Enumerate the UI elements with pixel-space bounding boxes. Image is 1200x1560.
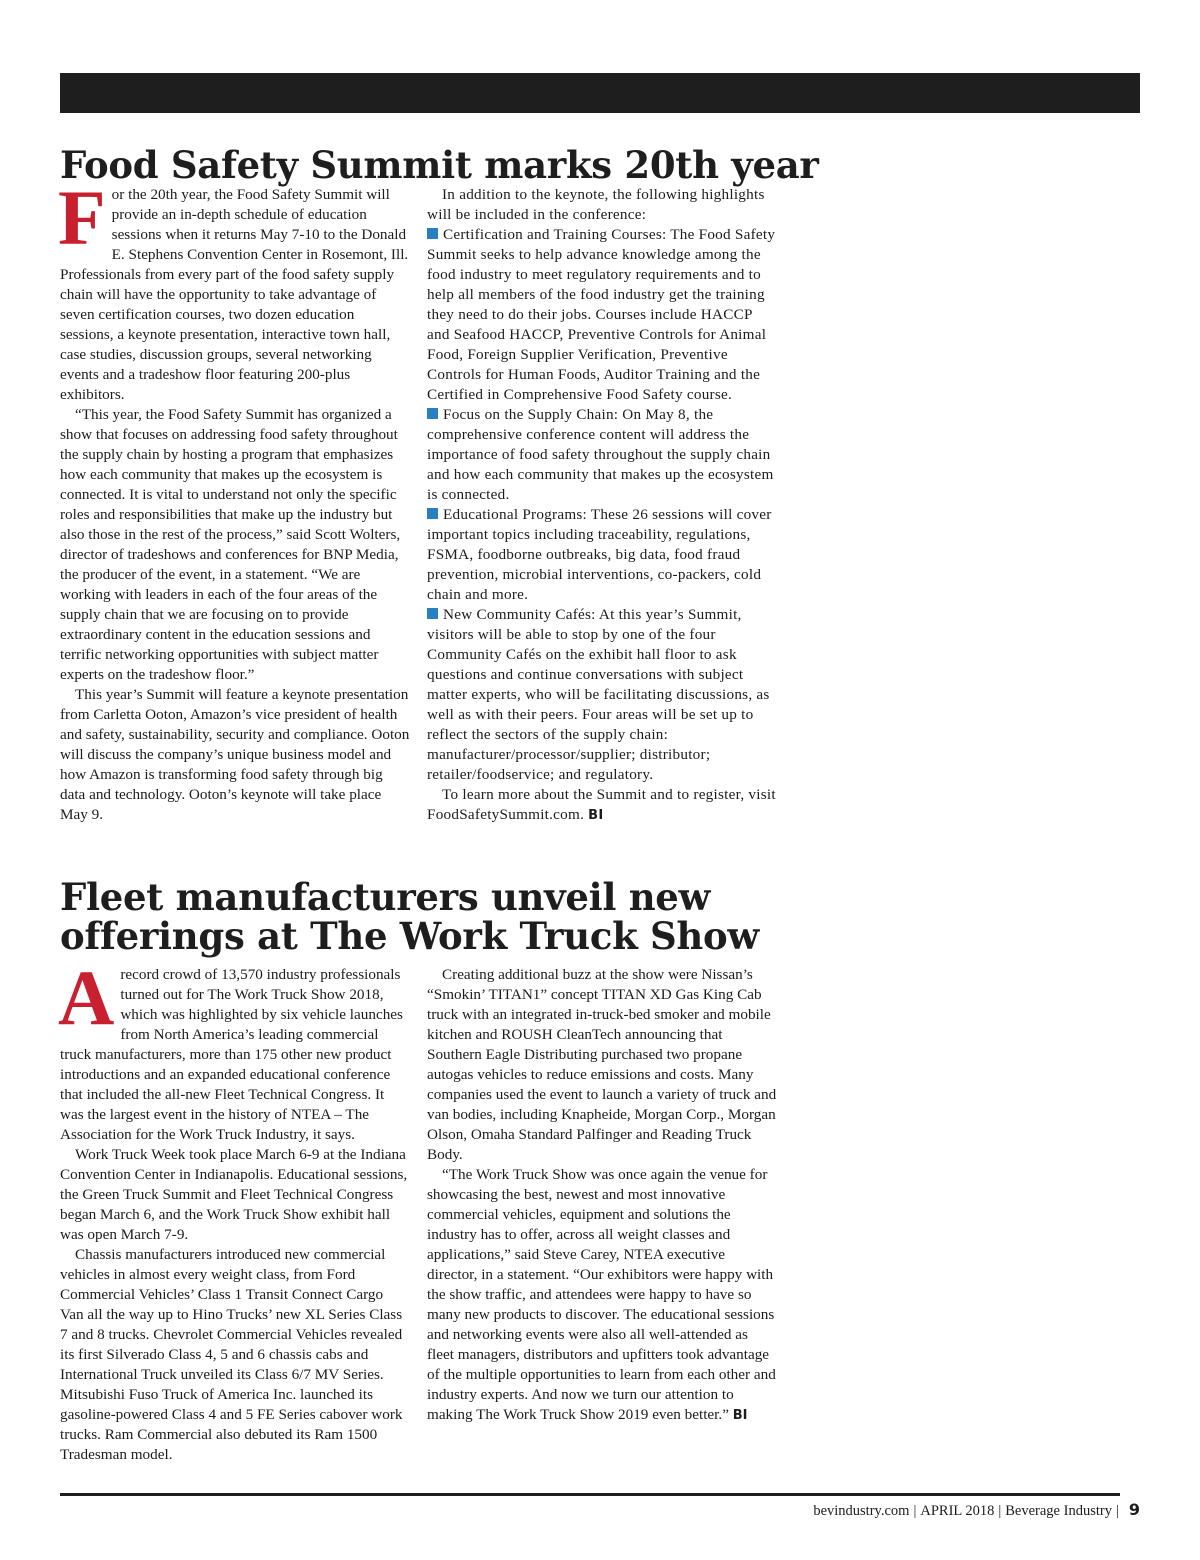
- bullet-item: New Community Cafés: At this year’s Summit, visitors will be able to stop by one of the four Community Cafés on the exhibit hall floor to ask questions and continue conversations with subject matter experts, who will be facilitating discussions, as well as with their peers. Four areas will be set up to reflect the sectors of the supply chain: manufacturer/processor/supplier; distributor; retailer/foodservice; and regulatory.: [427, 606, 770, 783]
- square-bullet-icon: [427, 508, 438, 519]
- paragraph: To learn more about the Summit and to register, visit FoodSafetySummit.com. BI: [427, 786, 776, 823]
- square-bullet-icon: [427, 408, 438, 419]
- end-mark: BI: [588, 808, 604, 823]
- header-bar: [60, 73, 1140, 113]
- bullet-item: Certification and Training Courses: The Food Safety Summit seeks to help advance knowledge among the food industry to meet regulatory requirements and to help all members of the food industry get the training they need to do their jobs. Courses include HACCP and Seafood HACCP, Preventive Controls for Animal Food, Foreign Supplier Verification, Preventive Controls for Human Foods, Auditor Training and the Certified in Comprehensive Food Safety course.: [427, 226, 776, 403]
- paragraph: “The Work Truck Show was once again the venue for showcasing the best, newest and most innovative commercial vehicles, equipment and solutions the industry has to offer, across all weight classes and applications,” said Steve Carey, NTEA executive director, in a statement. “Our exhibitors were happy with the show traffic, and attendees were happy to have so many new products to discover. The educational sessions and networking events were also all well-attended as fleet managers, distributors and upfitters took advantage of the multiple opportunities to learn from each other and industry experts. And now we turn our attention to making The Work Truck Show 2019 even better.” BI: [427, 1166, 776, 1423]
- square-bullet-icon: [427, 608, 438, 619]
- drop-cap: A: [58, 954, 115, 1041]
- footer-publication: Beverage Industry: [1005, 1503, 1112, 1519]
- article-headline: Fleet manufacturers unveil new offerings at The Work Truck Show: [60, 875, 759, 958]
- paragraph: [58, 174, 410, 405]
- article-column-right: [427, 185, 777, 826]
- paragraph: Creating additional buzz at the show were Nissan’s “Smokin’ TITAN1” concept TITAN XD Gas King Cab truck with an integrated in-truck-bed smoker and mobile kitchen and ROUSH CleanTech announcing that Southern Eagle Distributing purchased two propane autogas vehicles to reduce emissions and costs. Many companies used the event to launch a variety of truck and van bodies, including Knapheide, Morgan Corp., Morgan Olson, Omaha Standard Palfinger and Reading Truck Body.: [427, 966, 777, 1163]
- footer-date: APRIL 2018: [920, 1503, 995, 1519]
- paragraph: [58, 954, 410, 1145]
- footer-website: bevindustry.com: [813, 1503, 910, 1519]
- paragraph-text: or the 20th year, the Food Safety Summit will provide an in-depth schedule of education sessions when it returns May 7-10 to the Donald E. Stephens Convention Center in Rosemont, Ill. Professionals from every part of the food safety supply chain will have the opportunity to take advantage of seven certification courses, two dozen education sessions, a keynote presentation, interactive town hall, case studies, discussion groups, several networking events and a tradeshow floor featuring 200-plus exhibitors.: [60, 186, 409, 403]
- paragraph: Work Truck Week took place March 6-9 at the Indiana Convention Center in Indianapolis. Educational sessions, the Green Truck Summit and Fleet Technical Congress began March 6, and the Work Truck Show exhibit hall was open March 7-9.: [60, 1146, 408, 1243]
- article-column-left: [58, 174, 410, 825]
- footer-rule: [60, 1493, 1120, 1496]
- paragraph: Chassis manufacturers introduced new commercial vehicles in almost every weight class, from Ford Commercial Vehicles’ Class 1 Transit Connect Cargo Van all the way up to Hino Trucks’ new XL Series Class 7 and 8 trucks. Chevrolet Commercial Vehicles revealed its first Silverado Class 4, 5 and 6 chassis cabs and International Truck unveiled its Class 6/7 MV Series. Mitsubishi Fuso Truck of America Inc. launched its gasoline-powered Class 4 and 5 FE Series cabover work trucks. Ram Commercial also debuted its Ram 1500 Tradesman model.: [60, 1246, 403, 1463]
- paragraph-text: record crowd of 13,570 industry professionals turned out for The Work Truck Show 2018, which was highlighted by six vehicle launches from North America’s leading commercial truck manufacturers, more than 175 other new product introductions and an expanded educational conference that included the all-new Fleet Technical Congress. It was the largest event in the history of NTEA – The Association for the Work Truck Industry, it says.: [60, 966, 403, 1143]
- article-headline: Food Safety Summit marks 20th year: [60, 143, 819, 187]
- paragraph: In addition to the keynote, the following highlights will be included in the conference:: [427, 186, 765, 223]
- end-mark: BI: [732, 1408, 748, 1423]
- square-bullet-icon: [427, 228, 438, 239]
- drop-cap: F: [58, 174, 106, 261]
- paragraph: “This year, the Food Safety Summit has organized a show that focuses on addressing food safety throughout the supply chain by hosting a program that emphasizes how each community that makes up the ecosystem is connected. It is vital to understand not only the specific roles and responsibilities that make up the industry but also those in the rest of the process,” said Scott Wolters, director of tradeshows and conferences for BNP Media, the producer of the event, in a statement. “We are working with leaders in each of the four areas of the supply chain that we are focusing on to provide extraordinary content in the education sessions and terrific networking opportunities with subject matter experts on the tradeshow floor.”: [60, 406, 401, 683]
- paragraph: This year’s Summit will feature a keynote presentation from Carletta Ooton, Amazon’s vice president of health and safety, sustainability, security and compliance. Ooton will discuss the company’s unique business model and how Amazon is transforming food safety through big data and technology. Ooton’s keynote will take place May 9.: [60, 686, 410, 823]
- article-column-right: [427, 965, 777, 1426]
- article-column-left: [58, 954, 410, 1465]
- bullet-item: Educational Programs: These 26 sessions will cover important topics including traceability, regulations, FSMA, foodborne outbreaks, big data, food fraud prevention, microbial interventions, co-packers, cold chain and more.: [427, 506, 772, 603]
- bullet-item: Focus on the Supply Chain: On May 8, the comprehensive conference content will address the importance of food safety throughout the supply chain and how each community that makes up the ecosystem is connected.: [427, 406, 774, 503]
- page-number: 9: [1128, 1500, 1140, 1519]
- page-footer: bevindustry.com | APRIL 2018 | Beverage Industry | 9: [813, 1500, 1140, 1519]
